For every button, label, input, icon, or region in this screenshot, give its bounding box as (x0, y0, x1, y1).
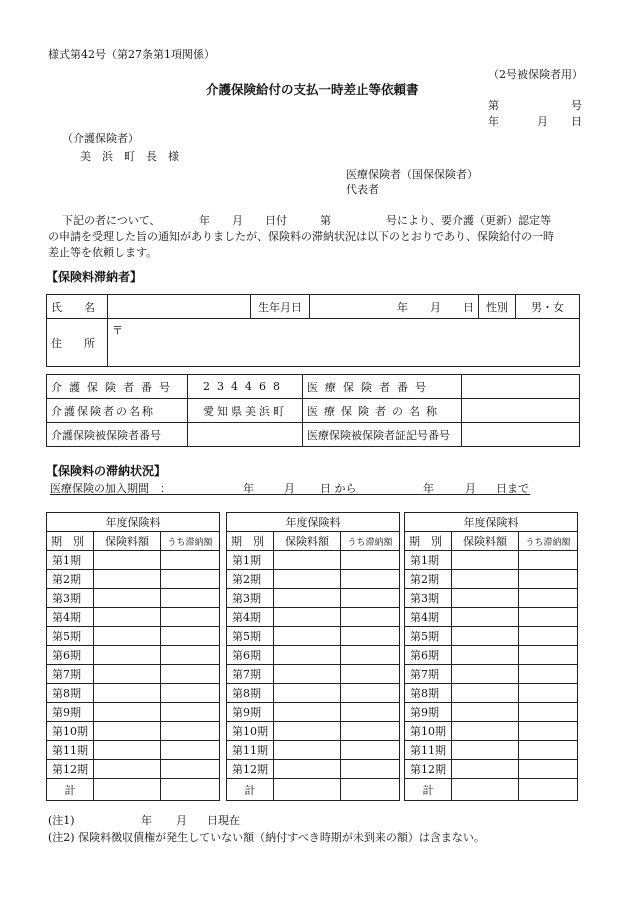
arrears-cell[interactable] (161, 608, 220, 627)
arrears-cell[interactable] (519, 646, 578, 665)
note-1-label: (注1) (48, 814, 75, 827)
col-period: 期 別 (405, 532, 452, 551)
period-cell: 第5期 (405, 627, 452, 646)
amount-cell[interactable] (274, 722, 341, 741)
arrears-cell[interactable] (341, 760, 400, 779)
amount-cell[interactable] (452, 760, 519, 779)
amount-cell[interactable] (274, 703, 341, 722)
name-field[interactable] (108, 295, 251, 319)
arrears-cell[interactable] (161, 627, 220, 646)
amount-cell[interactable] (274, 551, 341, 570)
period-cell: 第2期 (227, 570, 274, 589)
arrears-cell[interactable] (519, 741, 578, 760)
medical-insured-number-label: 医療保険被保険者証記号番号 (303, 423, 462, 447)
arrears-cell[interactable] (161, 570, 220, 589)
period-cell: 第6期 (47, 646, 94, 665)
amount-cell[interactable] (452, 570, 519, 589)
arrears-cell[interactable] (341, 741, 400, 760)
note-1-hi: 日現在 (207, 814, 240, 827)
col-amount: 保険料額 (94, 532, 161, 551)
period-cell: 第3期 (405, 589, 452, 608)
arrears-cell[interactable] (519, 665, 578, 684)
arrears-cell[interactable] (161, 665, 220, 684)
arrears-cell[interactable] (341, 665, 400, 684)
note-2: (注2) 保険料徴収債権が発生していない額（納付すべき時期が未到来の額）は含まない。 (48, 831, 485, 844)
premium-grid-3 (404, 512, 578, 801)
sex-label: 性別 (479, 295, 516, 319)
col-amount: 保険料額 (452, 532, 519, 551)
person-table (46, 294, 580, 367)
amount-cell[interactable] (274, 684, 341, 703)
amount-cell[interactable] (452, 703, 519, 722)
amount-cell[interactable] (94, 551, 161, 570)
amount-cell[interactable] (452, 684, 519, 703)
arrears-cell[interactable] (341, 551, 400, 570)
arrears-cell[interactable] (341, 570, 400, 589)
premium-grid-1 (46, 512, 220, 801)
amount-cell[interactable] (94, 703, 161, 722)
sex-field[interactable]: 男・女 (516, 295, 580, 319)
arrears-cell[interactable] (341, 684, 400, 703)
doc-no-go: 号 (571, 99, 582, 112)
amount-cell[interactable] (452, 665, 519, 684)
year-header[interactable]: 年度保険料 (47, 513, 220, 532)
care-insured-number-field[interactable] (188, 423, 303, 447)
arrears-cell[interactable] (161, 684, 220, 703)
sender-org: 医療保険者（国保保険者） (346, 168, 478, 181)
form-number: 様式第42号（第27条第1項関係） (48, 48, 215, 61)
total-label: 計 (405, 779, 452, 801)
period-cell: 第12期 (405, 760, 452, 779)
arrears-cell[interactable] (341, 703, 400, 722)
period-cell: 第5期 (227, 627, 274, 646)
arrears-cell[interactable] (341, 627, 400, 646)
amount-cell[interactable] (274, 589, 341, 608)
period-cell: 第4期 (405, 608, 452, 627)
total-amount-cell[interactable] (452, 779, 519, 801)
sender-rep: 代表者 (346, 183, 379, 196)
period-cell: 第9期 (47, 703, 94, 722)
care-insurer-number: 234468 (188, 375, 303, 399)
period-nen-2: 年 (423, 482, 434, 495)
arrears-cell[interactable] (161, 741, 220, 760)
postal-mark: 〒 (112, 324, 123, 337)
arrears-cell[interactable] (519, 627, 578, 646)
col-arrears: うち滞納額 (161, 532, 220, 551)
amount-cell[interactable] (94, 608, 161, 627)
total-amount-cell[interactable] (94, 779, 161, 801)
doc-no-dai: 第 (488, 99, 499, 112)
period-cell: 第10期 (405, 722, 452, 741)
arrears-cell[interactable] (341, 722, 400, 741)
amount-cell[interactable] (94, 627, 161, 646)
amount-cell[interactable] (452, 608, 519, 627)
col-amount: 保険料額 (274, 532, 341, 551)
arrears-cell[interactable] (161, 551, 220, 570)
name-label: 氏 名 (47, 295, 108, 319)
amount-cell[interactable] (94, 646, 161, 665)
date-nen: 年 (488, 115, 499, 128)
year-header[interactable]: 年度保険料 (227, 513, 400, 532)
medical-insured-number-field[interactable] (462, 423, 580, 447)
amount-cell[interactable] (452, 646, 519, 665)
amount-cell[interactable] (452, 551, 519, 570)
period-cell: 第7期 (405, 665, 452, 684)
col-period: 期 別 (47, 532, 94, 551)
amount-cell[interactable] (94, 760, 161, 779)
amount-cell[interactable] (274, 665, 341, 684)
period-cell: 第2期 (405, 570, 452, 589)
date-tsuki: 月 (537, 115, 548, 128)
medical-insurer-name-field[interactable] (462, 399, 580, 423)
period-cell: 第10期 (227, 722, 274, 741)
period-cell: 第12期 (227, 760, 274, 779)
amount-cell[interactable] (274, 608, 341, 627)
arrears-cell[interactable] (341, 608, 400, 627)
period-cell: 第10期 (47, 722, 94, 741)
addressee-name: 美 浜 町 長 様 (80, 150, 179, 163)
arrears-cell[interactable] (161, 703, 220, 722)
arrears-cell[interactable] (519, 760, 578, 779)
care-insurer-name: 愛知県美浜町 (188, 399, 303, 423)
note-1-tsuki: 月 (176, 814, 187, 827)
arrears-cell[interactable] (161, 722, 220, 741)
col-arrears: うち滞納額 (341, 532, 400, 551)
body-line-3: 差止等を依頼します。 (48, 246, 158, 259)
col-arrears: うち滞納額 (519, 532, 578, 551)
body-line-1: 下記の者について、 年 月 日付 第 号により、要介護（更新）認定等 (62, 214, 552, 227)
birth-label: 生年月日 (251, 295, 310, 319)
period-cell: 第8期 (405, 684, 452, 703)
total-amount-cell[interactable] (274, 779, 341, 801)
period-label: 医療保険の加入期間 ： (50, 482, 171, 495)
period-hi-kara: 日 から (320, 482, 357, 495)
address-label: 住 所 (47, 319, 108, 367)
amount-cell[interactable] (94, 741, 161, 760)
medical-insurer-number-field[interactable] (462, 375, 580, 399)
date-hi: 日 (571, 115, 582, 128)
period-cell: 第9期 (227, 703, 274, 722)
total-arrears-cell[interactable] (341, 779, 400, 801)
period-cell: 第1期 (227, 551, 274, 570)
arrears-cell[interactable] (519, 684, 578, 703)
medical-insurer-name-label: 医療保険者の名称 (303, 399, 462, 423)
period-cell: 第8期 (47, 684, 94, 703)
amount-cell[interactable] (274, 741, 341, 760)
amount-cell[interactable] (452, 589, 519, 608)
period-cell: 第6期 (227, 646, 274, 665)
period-cell: 第8期 (227, 684, 274, 703)
period-cell: 第1期 (405, 551, 452, 570)
care-insured-number-label: 介護保険被保険者番号 (47, 423, 188, 447)
period-cell: 第7期 (227, 665, 274, 684)
amount-cell[interactable] (274, 570, 341, 589)
period-cell: 第3期 (47, 589, 94, 608)
period-cell: 第6期 (405, 646, 452, 665)
section-delinquent-title: 【保険料滞納者】 (46, 270, 143, 284)
period-cell: 第3期 (227, 589, 274, 608)
arrears-cell[interactable] (519, 722, 578, 741)
period-tsuki-2: 月 (465, 482, 476, 495)
amount-cell[interactable] (274, 646, 341, 665)
amount-cell[interactable] (94, 684, 161, 703)
period-cell: 第9期 (405, 703, 452, 722)
note-1-nen: 年 (141, 814, 152, 827)
period-hi-made: 日まで (496, 482, 529, 495)
total-arrears-cell[interactable] (519, 779, 578, 801)
period-cell: 第4期 (227, 608, 274, 627)
period-cell: 第11期 (405, 741, 452, 760)
care-insurer-name-label: 介護保険者の名称 (47, 399, 188, 423)
birth-field[interactable]: 年 月 日 (310, 295, 479, 319)
period-cell: 第1期 (47, 551, 94, 570)
insured-type: （2号被保険者用） (488, 68, 583, 81)
arrears-cell[interactable] (519, 703, 578, 722)
insurer-table (46, 374, 580, 447)
period-cell: 第12期 (47, 760, 94, 779)
year-header[interactable]: 年度保険料 (405, 513, 578, 532)
address-field[interactable] (108, 319, 580, 367)
amount-cell[interactable] (452, 627, 519, 646)
enrollment-period (50, 480, 530, 495)
total-label: 計 (47, 779, 94, 801)
period-cell: 第11期 (47, 741, 94, 760)
col-period: 期 別 (227, 532, 274, 551)
period-tsuki-1: 月 (284, 482, 295, 495)
arrears-cell[interactable] (161, 760, 220, 779)
amount-cell[interactable] (274, 760, 341, 779)
addressee-label: （介護保険者） (62, 132, 139, 145)
amount-cell[interactable] (94, 589, 161, 608)
period-cell: 第7期 (47, 665, 94, 684)
amount-cell[interactable] (274, 627, 341, 646)
section-arrears-title: 【保険料の滞納状況】 (46, 464, 167, 478)
arrears-cell[interactable] (161, 646, 220, 665)
arrears-cell[interactable] (519, 589, 578, 608)
arrears-cell[interactable] (519, 551, 578, 570)
total-label: 計 (227, 779, 274, 801)
amount-cell[interactable] (94, 722, 161, 741)
body-line-2: の申請を受理した旨の通知がありましたが、保険料の滞納状況は以下のとおりであり、保険給付の一時 (48, 230, 554, 243)
arrears-cell[interactable] (341, 589, 400, 608)
period-cell: 第5期 (47, 627, 94, 646)
period-nen-1: 年 (243, 482, 254, 495)
premium-grid-2 (226, 512, 400, 801)
care-insurer-number-label: 介護保険者番号 (47, 375, 188, 399)
period-cell: 第2期 (47, 570, 94, 589)
amount-cell[interactable] (94, 665, 161, 684)
total-arrears-cell[interactable] (161, 779, 220, 801)
amount-cell[interactable] (94, 570, 161, 589)
amount-cell[interactable] (452, 722, 519, 741)
arrears-cell[interactable] (341, 646, 400, 665)
medical-insurer-number-label: 医療保険者番号 (303, 375, 462, 399)
arrears-cell[interactable] (519, 608, 578, 627)
arrears-cell[interactable] (161, 589, 220, 608)
period-cell: 第11期 (227, 741, 274, 760)
period-cell: 第4期 (47, 608, 94, 627)
amount-cell[interactable] (452, 741, 519, 760)
arrears-cell[interactable] (519, 570, 578, 589)
document-title: 介護保険給付の支払一時差止等依頼書 (206, 82, 419, 97)
